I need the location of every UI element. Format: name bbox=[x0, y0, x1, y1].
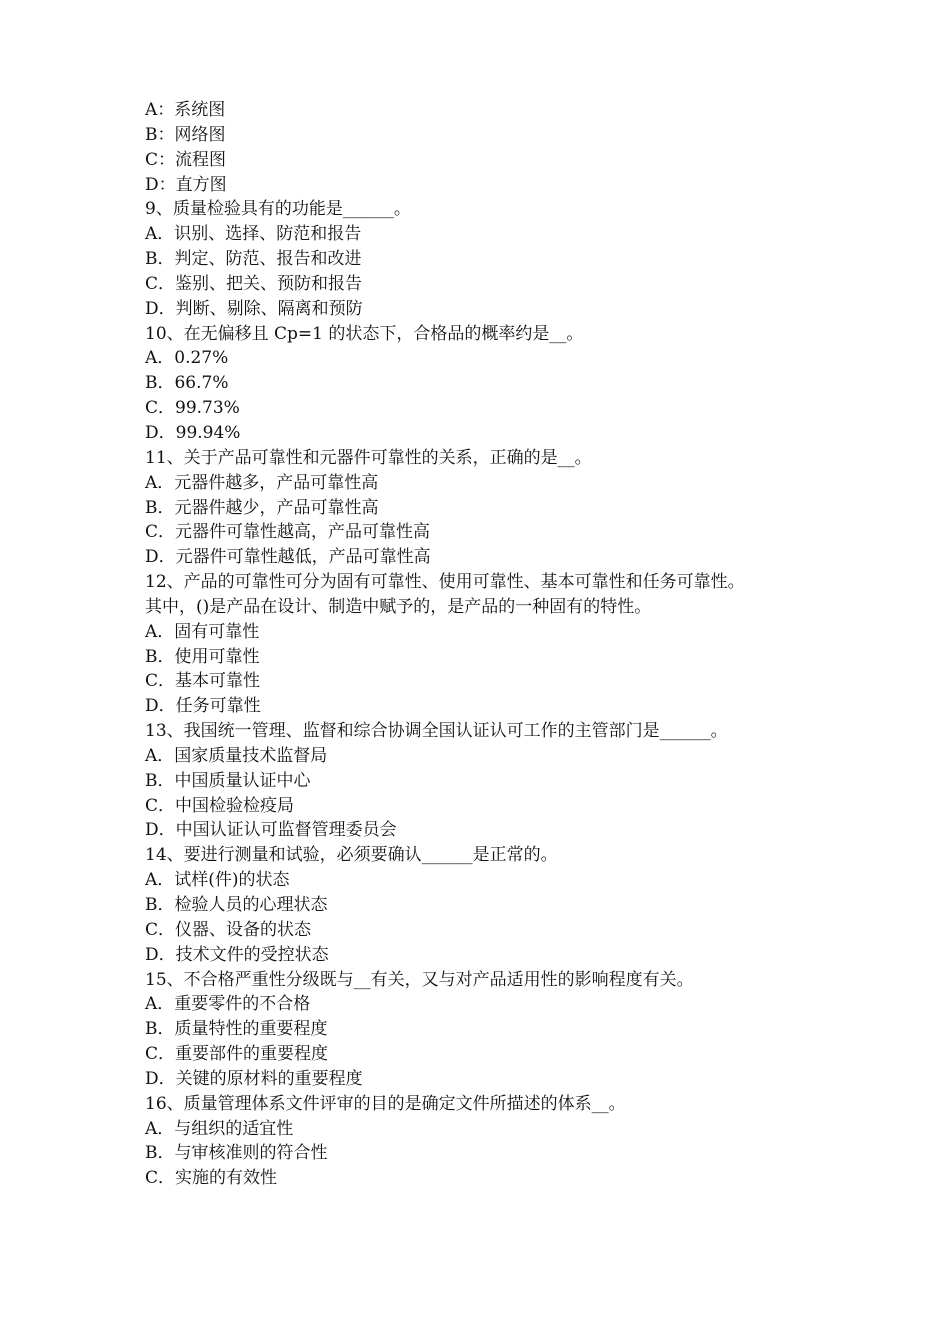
text-line: A．试样(件)的状态 bbox=[145, 870, 290, 891]
text-line: D．关键的原材料的重要程度 bbox=[145, 1068, 363, 1089]
question-line: 14、要进行测量和试验，必须要确认______是正常的。 bbox=[145, 845, 558, 866]
question-line: 其中，()是产品在设计、制造中赋予的，是产品的一种固有的特性。 bbox=[145, 596, 652, 617]
text-line: B：网络图 bbox=[145, 124, 226, 145]
text-line: B．中国质量认证中心 bbox=[145, 770, 311, 791]
text-line: D．判断、剔除、隔离和预防 bbox=[145, 298, 363, 319]
question-line: 16、质量管理体系文件评审的目的是确定文件所描述的体系__。 bbox=[145, 1093, 626, 1114]
text-line: D：直方图 bbox=[145, 174, 227, 195]
text-line: D．元器件可靠性越低，产品可靠性高 bbox=[145, 547, 431, 568]
text-line: A：系统图 bbox=[145, 100, 226, 120]
text-line: B．质量特性的重要程度 bbox=[145, 1019, 328, 1040]
text-line: D．中国认证认可监督管理委员会 bbox=[145, 820, 397, 841]
text-line: A．识别、选择、防范和报告 bbox=[145, 224, 362, 245]
document-page bbox=[145, 98, 825, 1191]
question-line: 10、在无偏移且 Cp=1 的状态下，合格品的概率约是__。 bbox=[145, 323, 584, 344]
text-line: A．重要零件的不合格 bbox=[145, 994, 311, 1015]
text-line: C：流程图 bbox=[145, 149, 227, 170]
text-line: A．0.27% bbox=[145, 348, 229, 369]
text-line: C．基本可靠性 bbox=[145, 671, 261, 692]
text-line: B．检验人员的心理状态 bbox=[145, 895, 328, 915]
text-line: C．元器件可靠性越高，产品可靠性高 bbox=[145, 522, 431, 543]
text-line: C．重要部件的重要程度 bbox=[145, 1044, 329, 1065]
text-line: B．与审核准则的符合性 bbox=[145, 1143, 328, 1164]
text-line: C．实施的有效性 bbox=[145, 1168, 278, 1189]
text-line: C．99.73% bbox=[145, 398, 240, 419]
question-line: 11、关于产品可靠性和元器件可靠性的关系，正确的是__。 bbox=[145, 447, 592, 468]
question-line: 15、不合格严重性分级既与__有关，又与对产品适用性的影响程度有关。 bbox=[145, 969, 694, 990]
question-line: 13、我国统一管理、监督和综合协调全国认证认可工作的主管部门是______。 bbox=[145, 721, 728, 742]
text-line: B．使用可靠性 bbox=[145, 646, 260, 667]
question-line: 9、质量检验具有的功能是______。 bbox=[145, 199, 411, 220]
text-line: A．国家质量技术监督局 bbox=[145, 745, 328, 766]
text-line: C．中国检验检疫局 bbox=[145, 795, 295, 816]
text-line: D．99.94% bbox=[145, 422, 241, 443]
text-line: B．66.7% bbox=[145, 373, 229, 394]
question-line: 12、产品的可靠性可分为固有可靠性、使用可靠性、基本可靠性和任务可靠性。 bbox=[145, 572, 745, 593]
text-line: A．元器件越多，产品可靠性高 bbox=[145, 472, 379, 493]
text-line: D．技术文件的受控状态 bbox=[145, 944, 329, 965]
text-line: A．与组织的适宜性 bbox=[145, 1118, 294, 1139]
text-line: A．固有可靠性 bbox=[145, 621, 260, 642]
text-line: C．仪器、设备的状态 bbox=[145, 919, 312, 940]
text-line: D．任务可靠性 bbox=[145, 696, 261, 717]
text-line: B．判定、防范、报告和改进 bbox=[145, 249, 362, 270]
text-line: B．元器件越少，产品可靠性高 bbox=[145, 497, 379, 518]
text-line: C．鉴别、把关、预防和报告 bbox=[145, 273, 363, 294]
